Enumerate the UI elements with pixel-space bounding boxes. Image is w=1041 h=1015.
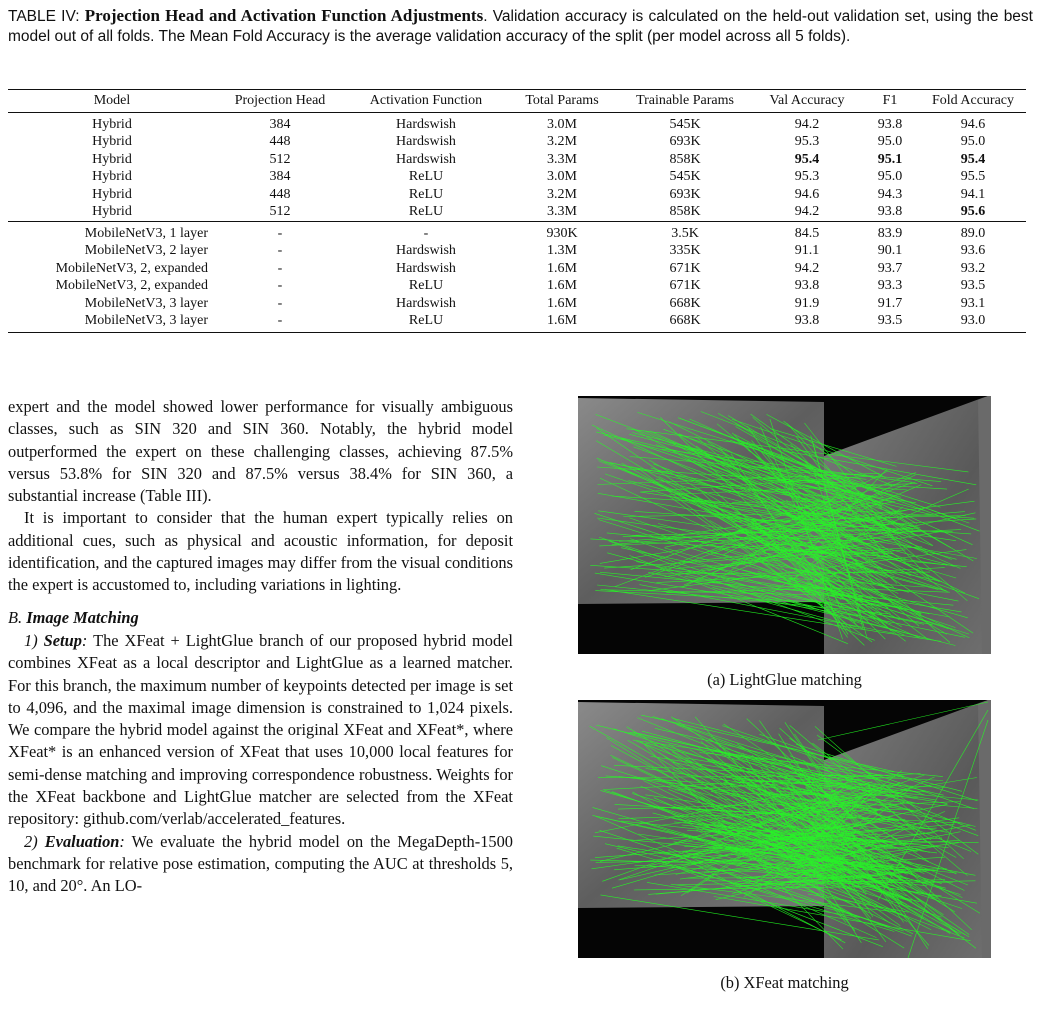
body-paragraph: It is important to consider that the human expert typically relies on additional cues, such as physical and acoustic information, for deposit identification, and the captured images may differ from the visual conditions the expert is accustomed to, including variations in lighting. <box>8 508 513 595</box>
subsection-number: 2) <box>24 831 38 851</box>
table-cell: 84.5 <box>794 225 820 241</box>
table-caption-title: Projection Head and Activation Function Adjustments <box>84 6 484 25</box>
table-cell: 91.7 <box>877 295 903 311</box>
table-cell: 448 <box>269 134 291 149</box>
table-cell-best: 95.4 <box>960 151 986 167</box>
header-activation-function: Activation Function <box>344 90 508 113</box>
xfeat-matching-image <box>578 700 991 958</box>
table-cell: 94.2 <box>794 260 820 276</box>
table-cell: 94.6 <box>794 186 820 202</box>
table-cell: 93.8 <box>860 203 920 221</box>
table-cell: Hybrid <box>92 151 132 167</box>
table-cell: ReLU <box>408 186 444 202</box>
table-cell: 3.0M <box>547 169 577 184</box>
table-cell: 668K <box>616 312 754 332</box>
table-caption <box>8 6 1033 47</box>
table-cell: 90.1 <box>877 243 903 258</box>
table-cell: 95.3 <box>794 134 820 149</box>
table-cell: 3.0M <box>547 116 577 132</box>
table-cell: 384 <box>269 116 291 132</box>
table-cell-best: 95.6 <box>920 203 1026 221</box>
table-row <box>8 112 1026 133</box>
table-cell: - <box>216 312 344 332</box>
table-cell: 94.6 <box>960 116 986 132</box>
table-cell: 858K <box>616 203 754 221</box>
table-cell: Hybrid <box>92 169 132 184</box>
table-cell: 94.2 <box>794 116 820 132</box>
table-cell: Hardswish <box>396 151 456 167</box>
table-cell: - <box>277 278 283 293</box>
table-cell: 3.2M <box>547 186 577 202</box>
table-cell: Hybrid <box>8 203 216 221</box>
subsection-text: We evaluate the hybrid model on the MegaDepth-1500 benchmark for relative pose estimation, computing the AUC at thresholds 5, 10, and 20°. An LO- <box>8 831 513 896</box>
table-cell: Hybrid <box>92 186 132 202</box>
figure-a-caption: (a) LightGlue matching <box>707 670 862 689</box>
results-table <box>8 89 1026 333</box>
header-total-params: Total Params <box>508 90 616 113</box>
header-projection-head: Projection Head <box>216 90 344 113</box>
table-cell: 668K <box>669 295 701 311</box>
table-cell: 1.6M <box>547 295 577 311</box>
table-cell: 693K <box>669 134 701 149</box>
table-cell: 93.8 <box>877 116 903 132</box>
table-cell: 3.3M <box>508 203 616 221</box>
table-cell: 384 <box>269 169 291 184</box>
table-cell: MobileNetV3, 2 layer <box>84 243 208 258</box>
table-row <box>8 295 1026 313</box>
subsection-title: Setup <box>43 630 82 650</box>
section-heading <box>8 607 513 629</box>
table-row <box>8 221 1026 242</box>
body-column <box>8 396 513 898</box>
table-row <box>8 186 1026 204</box>
table-cell: 671K <box>669 278 701 293</box>
table-caption-label: TABLE IV: <box>8 8 80 25</box>
figure-lightglue-matching <box>578 396 991 654</box>
table-caption-text: . Validation accuracy is calculated on the held-out validation set, using the best model out of all folds. The Mean Fold Accuracy is the average validation accuracy of the split (per model across all 5 folds). <box>8 8 1033 45</box>
table-cell: 89.0 <box>960 225 986 241</box>
table-cell: Hardswish <box>396 243 456 258</box>
table-cell: Hardswish <box>396 134 456 149</box>
table-cell: 93.2 <box>960 260 986 276</box>
table-cell: 930K <box>546 225 578 241</box>
body-paragraph: expert and the model showed lower performance for visually ambiguous classes, such as SIN 320 and SIN 360. Notably, the hybrid model outperformed the expert on these challenging classes, achieving 87.5% versus 53.8% for SIN 320 and 87.5% versus 38.4% for SIN 360, a substantial increase (Table III). <box>8 397 513 506</box>
table-cell: 91.9 <box>794 295 820 311</box>
table-cell: - <box>277 225 283 241</box>
table-cell: 94.3 <box>877 186 903 202</box>
body-paragraph: 1) Setup: The XFeat + LightGlue branch of our proposed hybrid model combines XFeat as a local descriptor and LightGlue as a learned matcher. For this branch, the maximum number of keypoints detected per image is set to 4,096, and the maximal image dimension is constrained to 1,024 pixels. We compare the hybrid model against the original XFeat and XFeat*, where XFeat* is an enhanced version of XFeat that uses 10,000 local features for semi-dense matching and improving correspondence robustness. Weights for the XFeat backbone and LightGlue matcher are selected from the XFeat repository: github.com/verlab/accelerated_features. <box>8 630 513 829</box>
table-cell: 1.6M <box>547 278 577 293</box>
table-row <box>8 277 1026 295</box>
table-cell: 93.5 <box>960 278 986 293</box>
table-cell: 95.5 <box>960 169 986 184</box>
figure-b-caption: (b) XFeat matching <box>720 973 849 992</box>
table-row <box>8 133 1026 151</box>
table-cell: - <box>277 243 283 258</box>
table-cell: MobileNetV3, 3 layer <box>84 295 208 311</box>
table-cell: 335K <box>669 243 701 258</box>
table-cell: 1.3M <box>547 243 577 258</box>
table-cell: 91.1 <box>794 243 820 258</box>
section-title: Image Matching <box>26 607 139 627</box>
table-cell: Hardswish <box>396 295 456 311</box>
table-row <box>8 203 1026 221</box>
table-cell: Hybrid <box>92 116 132 132</box>
table-cell: 858K <box>669 151 701 167</box>
table-cell: 94.1 <box>960 186 986 202</box>
table-cell-best: 95.1 <box>877 151 903 167</box>
table-row <box>8 242 1026 260</box>
table-cell: 545K <box>669 169 701 184</box>
table-cell: 94.2 <box>754 203 860 221</box>
table-cell: 95.0 <box>877 134 903 149</box>
table-cell: - <box>277 260 283 276</box>
table-cell: MobileNetV3, 3 layer <box>8 312 216 332</box>
subsection-number: 1) <box>24 630 38 650</box>
table-header-row <box>8 90 1026 113</box>
table-cell: 1.6M <box>547 260 577 276</box>
table-cell: 95.3 <box>794 169 820 184</box>
table-cell: 93.3 <box>877 278 903 293</box>
header-model: Model <box>8 90 216 113</box>
table-cell: 83.9 <box>877 225 903 241</box>
table-row <box>8 260 1026 278</box>
table-cell: MobileNetV3, 1 layer <box>84 225 208 241</box>
table-cell: ReLU <box>344 203 508 221</box>
table-cell: 93.8 <box>794 278 820 293</box>
table-cell: Hardswish <box>396 260 456 276</box>
table-cell: 93.8 <box>754 312 860 332</box>
table-cell: - <box>423 225 429 241</box>
figure-xfeat-matching <box>578 700 991 958</box>
table-cell: ReLU <box>344 312 508 332</box>
table-row <box>8 151 1026 169</box>
header-val-accuracy: Val Accuracy <box>754 90 860 113</box>
table-cell: 93.0 <box>920 312 1026 332</box>
body-paragraph: 2) Evaluation: We evaluate the hybrid model on the MegaDepth-1500 benchmark for relative pose estimation, computing the AUC at thresholds 5, 10, and 20°. An LO- <box>8 831 513 896</box>
table-cell: 93.7 <box>877 260 903 276</box>
table-cell: MobileNetV3, 2, expanded <box>55 260 208 276</box>
header-f1: F1 <box>860 90 920 113</box>
table-cell: 448 <box>269 186 291 202</box>
table-cell: 3.3M <box>547 151 577 167</box>
table-cell: ReLU <box>408 169 444 184</box>
table-cell-best: 95.4 <box>794 151 820 167</box>
table-cell: 95.0 <box>960 134 986 149</box>
header-fold-accuracy: Fold Accuracy <box>920 90 1026 113</box>
table-cell: 93.1 <box>960 295 986 311</box>
table-cell: 512 <box>216 203 344 221</box>
table-cell: 93.5 <box>860 312 920 332</box>
lightglue-matching-image <box>578 396 991 654</box>
table-cell: 693K <box>669 186 701 202</box>
table-cell: 512 <box>269 151 291 167</box>
table-cell: Hardswish <box>396 116 456 132</box>
table-cell: 95.0 <box>877 169 903 184</box>
table-cell: 545K <box>669 116 701 132</box>
table-cell: 1.6M <box>508 312 616 332</box>
subsection-title: Evaluation <box>44 831 120 851</box>
table-cell: 3.2M <box>547 134 577 149</box>
table-cell: 93.6 <box>960 243 986 258</box>
table-cell: - <box>277 295 283 311</box>
table-cell: Hybrid <box>92 134 132 149</box>
table-row <box>8 312 1026 332</box>
section-label: B. <box>8 607 23 627</box>
header-trainable-params: Trainable Params <box>616 90 754 113</box>
table-cell: 3.5K <box>671 225 699 241</box>
table-row <box>8 168 1026 186</box>
table-cell: 671K <box>669 260 701 276</box>
subsection-text: The XFeat + LightGlue branch of our proposed hybrid model combines XFeat as a local descriptor and LightGlue as a learned matcher. For this branch, the maximum number of keypoints detected per image is set to 4,096, and the maximal image dimension is constrained to 1,024 pixels. We compare the hybrid model against the original XFeat and XFeat*, where XFeat* is an enhanced version of XFeat that uses 10,000 local features for semi-dense matching and improving correspondence robustness. Weights for the XFeat backbone and LightGlue matcher are selected from the XFeat repository: github.com/verlab/accelerated_features. <box>8 630 513 829</box>
table-cell: MobileNetV3, 2, expanded <box>55 278 208 293</box>
table-cell: ReLU <box>408 278 444 293</box>
